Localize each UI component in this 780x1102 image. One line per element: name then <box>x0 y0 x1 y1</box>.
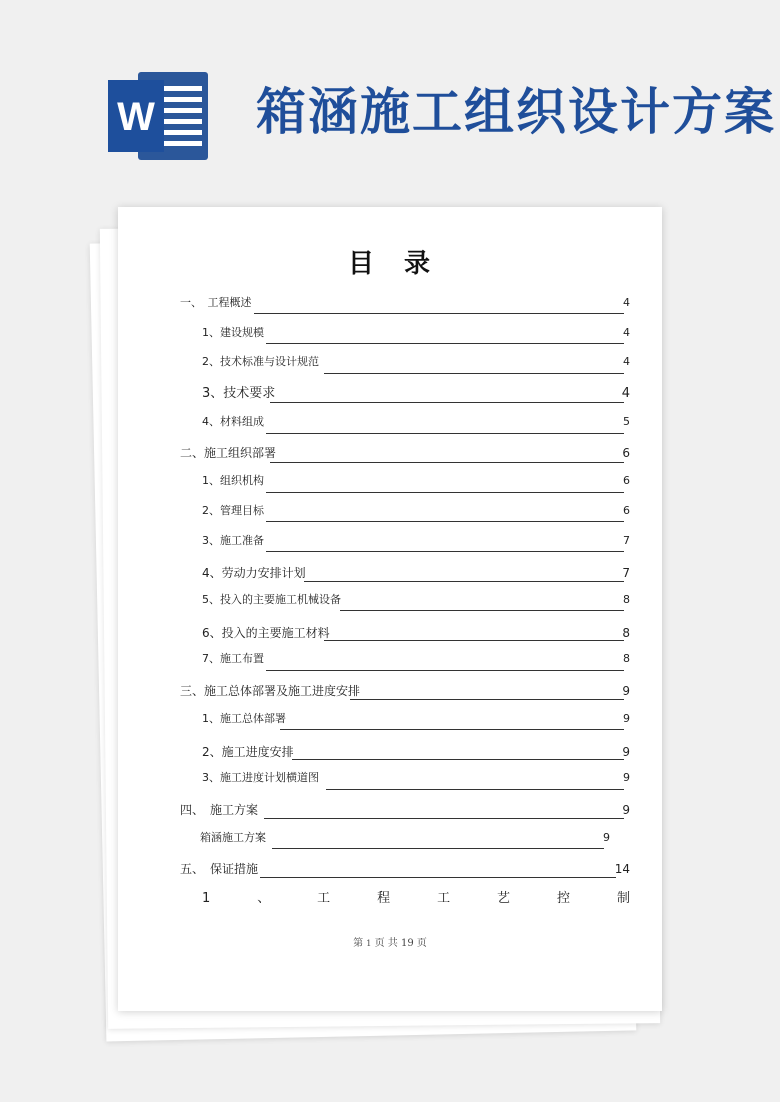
toc-page-number: 4 <box>621 386 630 401</box>
justified-char: 程 <box>377 891 391 906</box>
page-footer <box>118 934 662 949</box>
toc-page-number: 9 <box>622 745 630 759</box>
toc-page-number: 8 <box>622 626 630 640</box>
word-logo-icon <box>108 68 210 164</box>
toc-entry-label[interactable]: 2、管理目标 <box>202 504 264 517</box>
toc-leader-line <box>340 610 624 611</box>
toc-leader-line <box>266 551 624 552</box>
toc-entry-label[interactable]: 3、施工进度计划横道图 <box>202 771 319 784</box>
toc-leader-line <box>304 581 624 582</box>
toc-leader-line <box>326 789 624 790</box>
toc-page-number: 9 <box>623 771 630 784</box>
toc-entry-label[interactable]: 3、技术要求 <box>202 386 276 401</box>
toc-leader-line <box>324 373 624 374</box>
toc-entry-label[interactable]: 4、劳动力安排计划 <box>202 566 306 580</box>
toc-leader-line <box>270 462 624 463</box>
toc-entry-label[interactable]: 2、施工进度安排 <box>202 745 294 759</box>
toc-leader-line <box>266 433 624 434</box>
toc-entry-label[interactable]: 1、施工总体部署 <box>202 712 286 725</box>
footer-middle: 页 共 <box>374 938 398 949</box>
toc-page-number: 6 <box>623 474 630 487</box>
document-page <box>118 207 662 1011</box>
justified-char: 工 <box>317 891 331 906</box>
toc-page-number: 4 <box>623 355 630 368</box>
toc-entry-label[interactable]: 1、建设规模 <box>202 326 264 339</box>
toc-entry-label[interactable]: 7、施工布置 <box>202 652 264 665</box>
justified-char: 控 <box>556 891 570 906</box>
justified-char: 、 <box>257 891 271 906</box>
toc-leader-line <box>324 640 624 641</box>
toc-leader-line <box>266 343 624 344</box>
toc-entry-label[interactable]: 1、组织机构 <box>202 474 264 487</box>
toc-entry-label[interactable]: 三、施工总体部署及施工进度安排 <box>180 684 361 698</box>
toc-entry-label[interactable]: 6、投入的主要施工材料 <box>202 626 330 640</box>
toc-page-number: 7 <box>622 566 630 580</box>
toc-page-number: 14 <box>614 862 630 876</box>
justified-char: 工 <box>437 891 451 906</box>
footer-current-page: 1 <box>366 939 372 948</box>
toc-page-number: 6 <box>622 446 630 460</box>
toc-entry-label[interactable]: 5、投入的主要施工机械设备 <box>202 593 341 606</box>
toc-page-number: 5 <box>623 415 630 428</box>
toc-page-number: 9 <box>622 803 630 817</box>
footer-prefix: 第 <box>353 938 364 949</box>
toc-page-number: 9 <box>622 684 630 698</box>
banner-title: 箱涵施工组织设计方案 <box>256 82 776 141</box>
toc-leader-line <box>272 848 604 849</box>
toc-leader-line <box>292 759 624 760</box>
toc-leader-line <box>266 521 624 522</box>
toc-leader-line <box>254 313 624 314</box>
toc-page-number: 8 <box>623 593 630 606</box>
toc-entry-label[interactable]: 一、 工程概述 <box>180 296 252 309</box>
toc-leader-line <box>264 818 624 819</box>
toc-page-number: 6 <box>623 504 630 517</box>
toc-page-number: 4 <box>623 296 630 309</box>
justified-char: 制 <box>616 891 630 906</box>
toc-leader-line <box>280 729 624 730</box>
toc-title: 目 录 <box>347 249 432 279</box>
toc-page-number: 7 <box>623 534 630 547</box>
toc-entry-label[interactable]: 3、施工准备 <box>202 534 264 547</box>
toc-leader-line <box>266 670 624 671</box>
toc-leader-line <box>266 492 624 493</box>
toc-leader-line <box>350 699 624 700</box>
svg-text:W: W <box>117 95 155 139</box>
toc-entry-justified[interactable] <box>202 891 630 907</box>
footer-total-pages: 19 <box>400 938 414 949</box>
footer-suffix: 页 <box>416 938 427 949</box>
toc-page-number: 8 <box>623 652 630 665</box>
toc-page-number: 4 <box>623 326 630 339</box>
toc-entry-label[interactable]: 四、 施工方案 <box>180 803 259 817</box>
toc-entry-label[interactable]: 2、技术标准与设计规范 <box>202 355 319 368</box>
toc-entry-label[interactable]: 箱涵施工方案 <box>200 831 266 844</box>
toc-entry-label[interactable]: 4、材料组成 <box>202 415 264 428</box>
toc-entry-label[interactable]: 五、 保证措施 <box>180 862 259 876</box>
toc-leader-line <box>270 402 624 403</box>
toc-page-number: 9 <box>603 831 610 844</box>
justified-char: 艺 <box>497 891 511 906</box>
toc-page-number: 9 <box>623 712 630 725</box>
toc-entry-label[interactable]: 二、施工组织部署 <box>180 446 277 460</box>
justified-char: 1 <box>202 891 211 906</box>
toc-leader-line <box>260 877 616 878</box>
